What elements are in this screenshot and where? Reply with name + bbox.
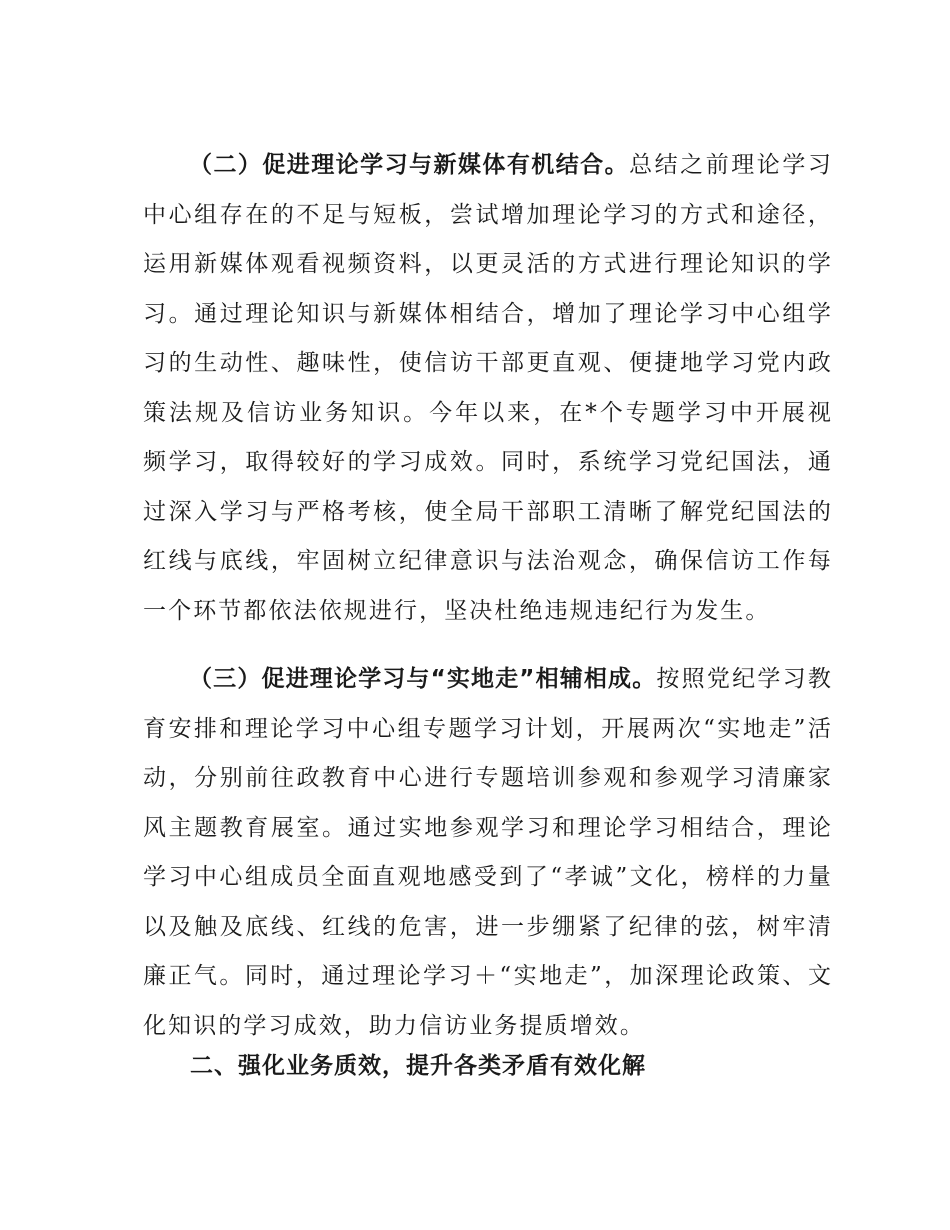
- paragraph-body-text: 总结之前理论学习中心组存在的不足与短板，尝试增加理论学习的方式和途径，运用新媒体观看视频资料，以更灵活的方式进行理论知识的学习。通过理论知识与新媒体相结合，增加了理论学习中心组学习的生动性、趣味性，使信访干部更直观、便捷地学习党内政策法规及信访业务知识。今年以来，在*个专题学习中开展视频学习，取得较好的学习成效。同时，系统学习党纪国法，通过深入学习与严格考核，使全局干部职工清晰了解党纪国法的红线与底线，牢固树立纪律意识与法治观念，确保信访工作每一个环节都依法依规进行，坚决杜绝违规违纪行为发生。: [143, 152, 833, 624]
- paragraph-theory-new-media: [143, 141, 833, 636]
- paragraph-lead-heading: （二）促进理论学习与新媒体有机结合。: [189, 152, 630, 178]
- paragraph-body-text: 按照党纪学习教育安排和理论学习中心组专题学习计划，开展两次“实地走”活动，分别前往政教育中心进行专题培训参观和参观学习清廉家风主题教育展室。通过实地参观学习和理论学习相结合，理论学习中心组成员全面直观地感受到了“孝诚”文化，榜样的力量以及触及底线、红线的危害，进一步绷紧了纪律的弦，树牢清廉正气。同时，通过理论学习＋“实地走”，加深理论政策、文化知识的学习成效，助力信访业务提质增效。: [143, 666, 833, 1039]
- paragraph-theory-field-visit: [143, 655, 833, 1051]
- section-heading: 二、强化业务质效，提升各类矛盾有效化解: [190, 1053, 646, 1079]
- paragraph-lead-heading: （三）促进理论学习与“实地走”相辅相成。: [189, 666, 657, 692]
